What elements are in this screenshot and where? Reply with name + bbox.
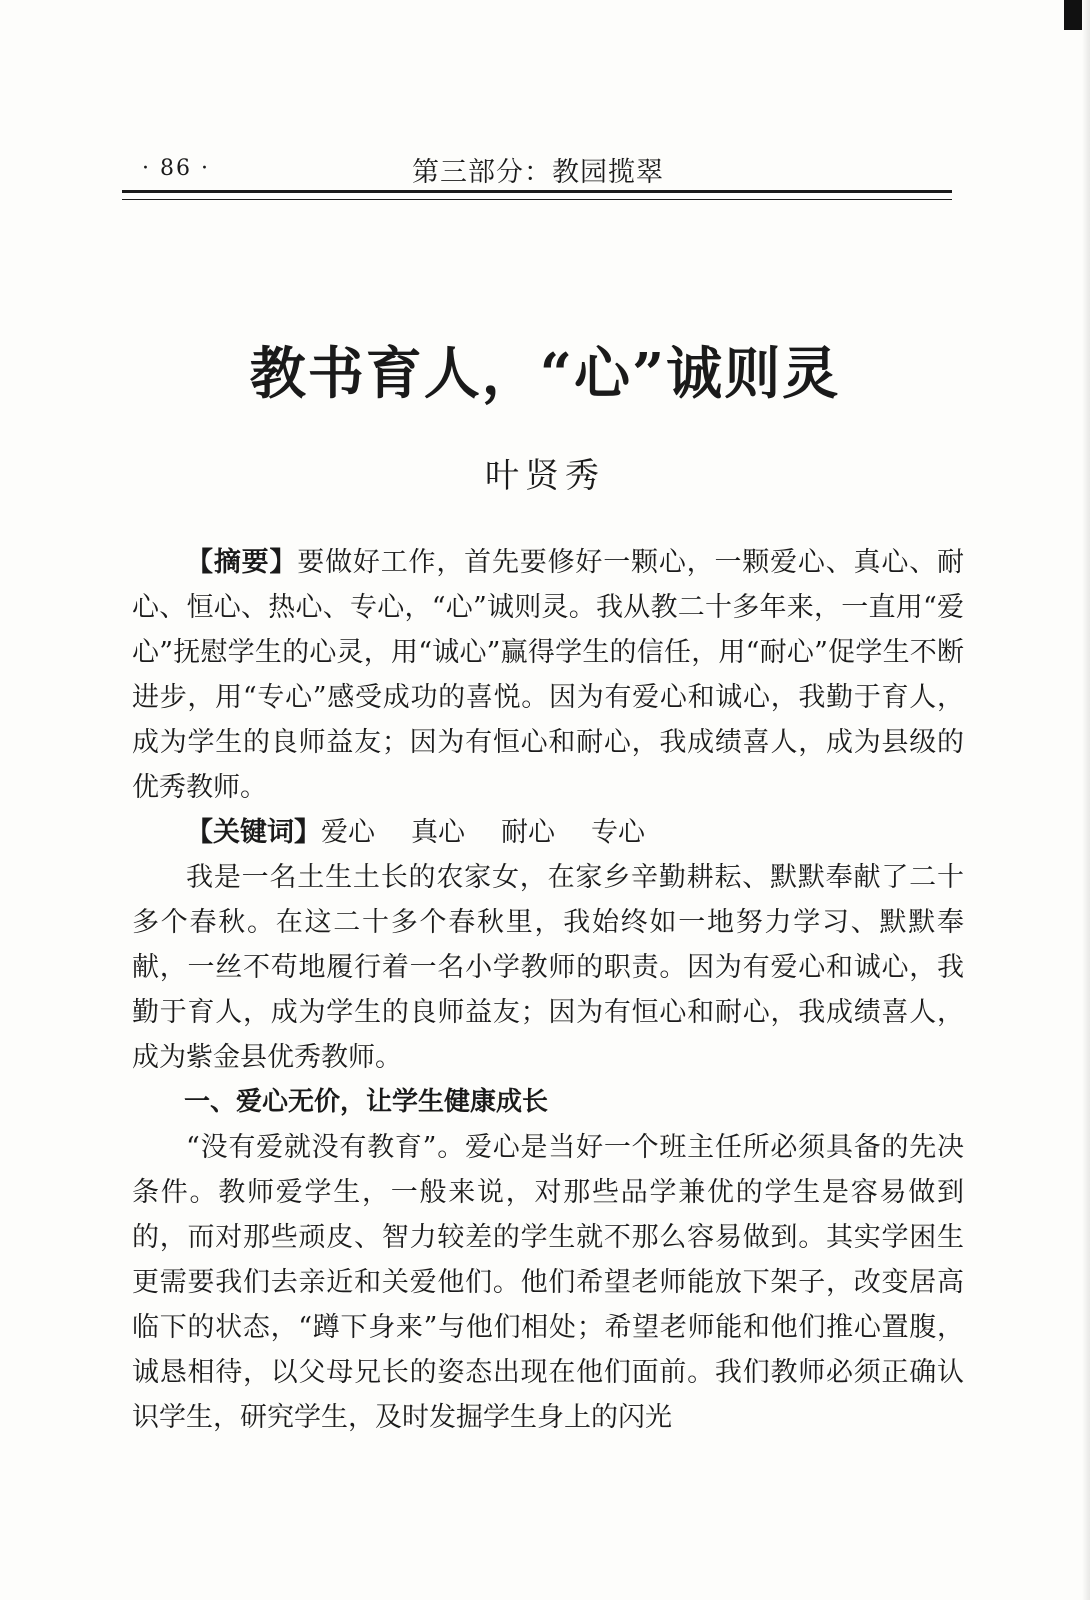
header-rule-thin: [122, 199, 952, 200]
author-name: 叶贤秀: [485, 456, 605, 496]
scan-edge-shadow: [1082, 0, 1090, 1600]
abstract-text: 要做好工作，首先要修好一颗心，一颗爱心、真心、耐心、恒心、热心、专心，“心”诚则灵。我从教二十多年来，一直用“爱心”抚慰学生的心灵，用“诚心”赢得学生的信任，用“耐心”促学生不断进步，用“专心”感受成功的喜悦。因为有爱心和诚心，我勤于育人，成为学生的良师益友；因为有恒心和耐心，我成绩喜人，成为县级的优秀教师。: [132, 547, 965, 803]
keyword: 专心: [591, 817, 645, 848]
article-title: 教书育人，“心”诚则灵: [249, 341, 841, 407]
abstract-tag: 【摘要】: [186, 547, 298, 578]
section-title: 第三部分：教园揽翠: [412, 157, 664, 188]
header-rule-thick: [122, 190, 952, 193]
section-paragraph: “没有爱就没有教育”。爱心是当好一个班主任所必须具备的先决条件。教师爱学生，一般来说，对那些品学兼优的学生是容易做到的，而对那些顽皮、智力较差的学生就不那么容易做到。其实学困生更需要我们去亲近和关爱他们。他们希望老师能放下架子，改变居高临下的状态，“蹲下身来”与他们相处；希望老师能和他们推心置腹，诚恳相待，以父母兄长的姿态出现在他们面前。我们教师必须正确认识学生，研究学生，及时发掘学生身上的闪光: [132, 1132, 964, 1433]
running-header: [122, 148, 952, 192]
keyword: 真心: [411, 817, 465, 848]
keywords-paragraph: [132, 810, 964, 855]
page-number: · 86 ·: [142, 156, 210, 181]
intro-paragraph: 我是一名土生土长的农家女，在家乡辛勤耕耘、默默奉献了二十多个春秋。在这二十多个春秋里，我始终如一地努力学习、默默奉献，一丝不苟地履行着一名小学教师的职责。因为有爱心和诚心，我勤于育人，成为学生的良师益友；因为有恒心和耐心，我成绩喜人，成为紫金县优秀教师。: [132, 862, 964, 1073]
section-heading: 一、爱心无价，让学生健康成长: [184, 1087, 549, 1117]
keyword: 耐心: [501, 817, 555, 848]
abstract-paragraph: [132, 540, 964, 810]
keyword: 爱心: [321, 817, 375, 848]
keywords-tag: 【关键词】: [186, 817, 321, 848]
article-body: [132, 540, 964, 1440]
